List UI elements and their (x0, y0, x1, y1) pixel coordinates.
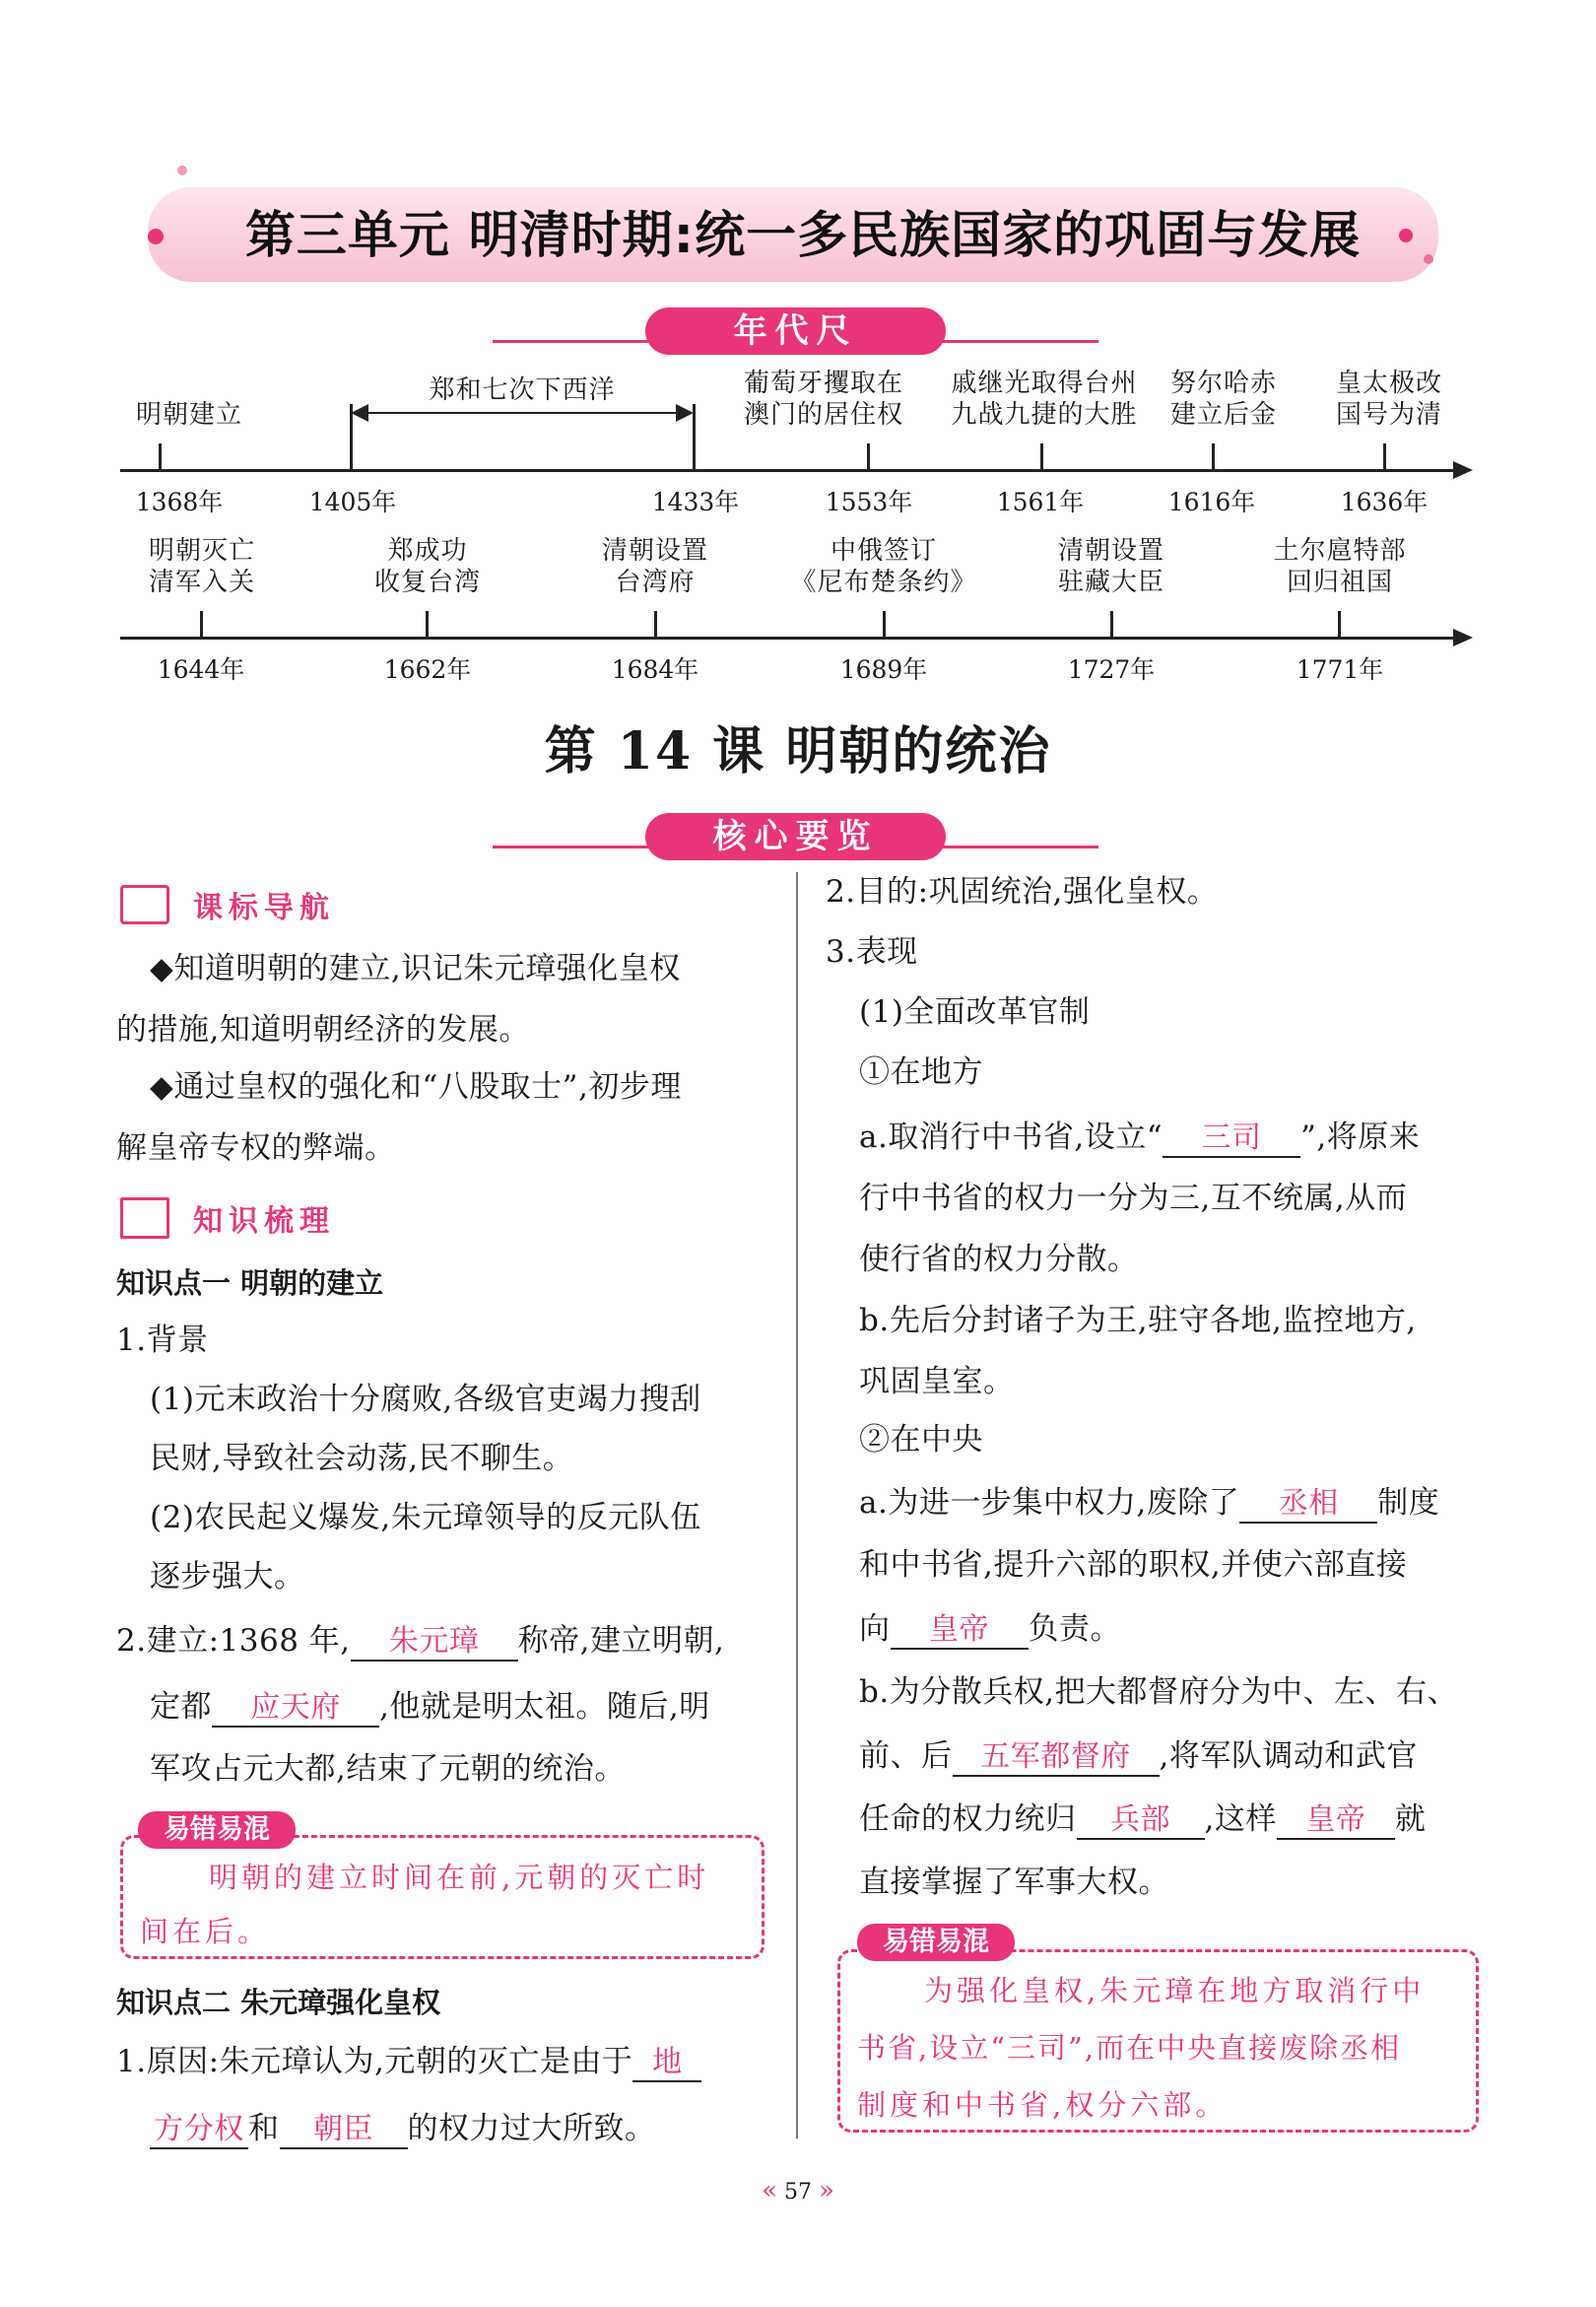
text: a.为进一步集中权力,废除了 (859, 1485, 1240, 1521)
r-line: 和中书省,提升六部的职权,并使六部直接 (859, 1547, 1408, 1583)
timeline-axis-2 (120, 637, 1460, 640)
text: ,他就是明太祖。随后,明 (379, 1689, 710, 1725)
text: 负责。 (1028, 1611, 1121, 1647)
event-tibet-minister: 清朝设置 驻藏大臣 (1057, 536, 1164, 597)
timeline-label: 年代尺 (645, 307, 946, 355)
answer-war-ministry: 兵部 (1110, 1802, 1170, 1837)
event-nerchinsk: 中俄签订 《尼布楚条约》 (790, 536, 977, 597)
note2-line: 书省,设立“三司”,而在中央直接废除丞相 (857, 2031, 1402, 2065)
timeline-arrow-1 (1453, 461, 1473, 479)
r-b2-line-3 (859, 1799, 1426, 1840)
answer-emperor: 皇帝 (929, 1612, 989, 1647)
year-label: 1405年 (308, 488, 397, 516)
kp1-line: (1)元末政治十分腐败,各级官吏竭力搜刮 (150, 1382, 701, 1417)
answer-blank (150, 2111, 248, 2149)
tick (200, 611, 203, 637)
guide-line: ◆通过皇权的强化和“八股取士”,初步理 (150, 1069, 682, 1105)
r-line: 巩固皇室。 (859, 1364, 1015, 1399)
r-line: 直接掌握了军事大权。 (859, 1865, 1169, 1900)
column-divider (796, 872, 798, 2138)
tick (654, 611, 657, 637)
event-ming-fall: 明朝灭亡 清军入关 (148, 536, 255, 597)
year-label: 1616年 (1167, 488, 1256, 516)
event-taiwan-prefecture: 清朝设置 台湾府 (601, 536, 708, 597)
tick (867, 443, 870, 469)
note2-line: 为强化皇权,朱元璋在地方取消行中 (924, 1974, 1426, 2007)
answer-blank (351, 1623, 518, 1662)
notebook-icon (120, 1197, 169, 1239)
answer-blank (891, 1611, 1029, 1650)
answer-blank (1163, 1120, 1300, 1158)
r-line: ②在中央 (859, 1422, 983, 1458)
kp1-end-line: 军攻占元大都,结束了元朝的统治。 (150, 1751, 626, 1787)
page-number (734, 2168, 862, 2213)
year-label: 1684年 (611, 655, 699, 684)
event-hong-taiji: 皇太极改 国号为清 (1335, 369, 1442, 430)
text: 称帝,建立明朝, (517, 1623, 725, 1659)
text: 制度 (1377, 1485, 1440, 1521)
year-label: 1727年 (1067, 655, 1156, 684)
kp2-cause-line (116, 2042, 701, 2082)
r-a1-line (859, 1118, 1420, 1158)
page-number-deco-left: « (762, 2176, 777, 2205)
kp2-title: 知识点二 朱元璋强化皇权 (116, 1986, 441, 2019)
kp1-line: 1.背景 (116, 1323, 209, 1358)
event-torghut: 土尔扈特部 回归祖国 (1273, 536, 1407, 597)
unit-title: 第三单元 明清时期:统一多民族国家的巩固与发展 (244, 207, 1362, 265)
answer-blank (1239, 1485, 1377, 1524)
banner-dot-small (1424, 254, 1433, 264)
tick (1110, 611, 1113, 637)
r-line: 2.目的:巩固统治,强化皇权。 (826, 874, 1219, 910)
note2-badge: 易错易混 (857, 1924, 1015, 1961)
kp1-line: 逐步强大。 (150, 1559, 305, 1595)
answer-local-power-b: 方分权 (154, 2112, 244, 2146)
answer-local-power: 地 (652, 2045, 683, 2079)
guide-line: 解皇帝专权的弊端。 (116, 1130, 396, 1166)
year-label: 1553年 (825, 488, 913, 516)
year-label: 1644年 (157, 655, 245, 684)
answer-blank (212, 1689, 379, 1728)
event-ming-founded: 明朝建立 (135, 400, 242, 430)
r-line: (1)全面改革官制 (859, 994, 1091, 1030)
event-nurhaci: 努尔哈赤 建立后金 (1169, 369, 1277, 430)
text: ,将军队调动和武官 (1159, 1738, 1418, 1774)
r-line: 3.表现 (826, 934, 918, 970)
r-b2-line-2 (859, 1736, 1418, 1777)
note2-line: 制度和中书省,权分六部。 (857, 2088, 1229, 2122)
core-label: 核心要览 (645, 813, 946, 860)
text: 的权力过大所致。 (407, 2111, 656, 2146)
year-label: 1689年 (839, 655, 928, 684)
answer-courtiers: 朝臣 (313, 2112, 373, 2146)
guide-heading: 课标导航 (193, 891, 335, 925)
note1-line: 明朝的建立时间在前,元朝的灭亡时 (209, 1861, 710, 1894)
text: 定都 (150, 1689, 212, 1725)
answer-blank (1077, 1801, 1205, 1840)
tick (1212, 443, 1215, 469)
event-portugal-macau: 葡萄牙攫取在 澳门的居住权 (743, 369, 903, 430)
text: 1.原因:朱元璋认为,元朝的灭亡是由于 (116, 2044, 633, 2079)
event-zhenghe: 郑和七次下西洋 (429, 375, 616, 405)
timeline-axis-1 (120, 469, 1460, 472)
kp1-line: (2)农民起义爆发,朱元璋领导的反元队伍 (150, 1500, 701, 1535)
text: a.取消行中书省,设立“ (859, 1120, 1164, 1155)
kp1-title: 知识点一 明朝的建立 (116, 1266, 384, 1300)
tick (426, 611, 429, 637)
year-label: 1662年 (383, 655, 472, 684)
tick (1040, 443, 1043, 469)
kp2-cause-line-2 (150, 2109, 656, 2149)
text: 就 (1394, 1801, 1427, 1837)
r-line: 行中书省的权力一分为三,互不统属,从而 (859, 1181, 1408, 1216)
text: 前、后 (859, 1738, 953, 1774)
guide-line: ◆知道明朝的建立,识记朱元璋强化皇权 (150, 951, 681, 986)
page-number-text: 57 (784, 2180, 812, 2205)
answer-blank (632, 2044, 701, 2082)
text: 和 (248, 2111, 280, 2146)
answer-blank (1277, 1801, 1395, 1840)
kp1-line: 民财,导致社会动荡,民不聊生。 (150, 1441, 574, 1476)
book-icon (120, 885, 169, 924)
zhenghe-span-line (355, 412, 690, 414)
kp1-capital-line (150, 1687, 710, 1728)
year-label: 1561年 (996, 488, 1085, 516)
note1-line: 间在后。 (140, 1915, 271, 1948)
text: ”,将原来 (1300, 1120, 1421, 1155)
text: ,这样 (1204, 1801, 1277, 1837)
r-line: b.为分散兵权,把大都督府分为中、左、右、 (859, 1674, 1459, 1710)
answer-five-army: 五军都督府 (980, 1739, 1131, 1774)
kp1-establish-line (116, 1621, 724, 1662)
text: 2.建立:1368 年, (116, 1623, 351, 1659)
tick (1383, 443, 1386, 469)
banner-dot-top (177, 166, 187, 175)
tick (1338, 611, 1341, 637)
span-arrow-left (351, 404, 368, 422)
timeline-arrow-2 (1453, 629, 1473, 646)
knowledge-heading: 知识梳理 (193, 1204, 335, 1239)
answer-three-si: 三司 (1201, 1120, 1262, 1155)
text: 任命的权力统归 (859, 1801, 1077, 1837)
answer-chancellor: 丞相 (1278, 1486, 1339, 1521)
year-label: 1368年 (135, 488, 224, 516)
r-line: ①在地方 (859, 1054, 983, 1090)
answer-blank (280, 2111, 408, 2149)
year-label: 1433年 (651, 488, 740, 516)
banner-dot-left (148, 229, 164, 244)
r-a2-line (859, 1483, 1439, 1524)
year-label: 1771年 (1296, 655, 1384, 684)
text: 向 (859, 1611, 891, 1647)
lesson-title: 第 14 课 明朝的统治 (544, 721, 1052, 781)
r-a2-line-3 (859, 1609, 1121, 1650)
tick (883, 611, 886, 637)
answer-blank (953, 1738, 1160, 1777)
event-qi-jiguang: 戚继光取得台州 九战九捷的大胜 (951, 369, 1138, 430)
span-arrow-right (676, 404, 694, 422)
guide-line: 的措施,知道明朝经济的发展。 (116, 1012, 530, 1048)
answer-emperor-2: 皇帝 (1305, 1802, 1366, 1837)
note1-badge: 易错易混 (138, 1811, 296, 1849)
tick (159, 443, 162, 469)
r-line: 使行省的权力分散。 (859, 1242, 1139, 1277)
page-number-deco-right: » (819, 2176, 834, 2205)
year-label: 1636年 (1340, 488, 1429, 516)
answer-zhu-yuanzhang: 朱元璋 (388, 1624, 480, 1659)
answer-yingtianfu: 应天府 (250, 1690, 341, 1725)
r-line: b.先后分封诸子为王,驻守各地,监控地方, (859, 1303, 1417, 1338)
event-zheng-chenggong: 郑成功 收复台湾 (373, 536, 481, 597)
